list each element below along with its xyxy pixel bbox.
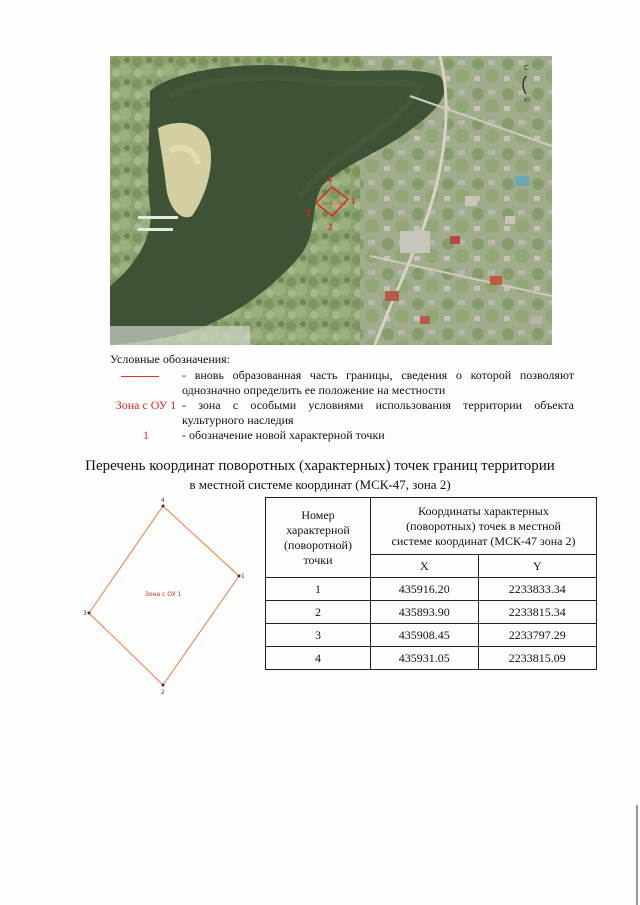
legend-symbol-zone: Зона с ОУ 1 bbox=[115, 398, 177, 412]
cell-x: 435908.45 bbox=[371, 624, 479, 647]
cell-x: 435931.05 bbox=[371, 647, 479, 670]
map-zone-label: Зона с ОУ 1 bbox=[322, 201, 347, 206]
cell-point-number: 2 bbox=[266, 601, 371, 624]
cell-x: 435893.90 bbox=[371, 601, 479, 624]
aerial-map-image bbox=[110, 56, 552, 345]
legend-title: Условные обозначения: bbox=[110, 352, 231, 366]
legend-text-boundary: - вновь образованная часть границы, сведения о которой позволяют однозначно определить ее положение на местности bbox=[182, 368, 574, 397]
map-point-2: 2 bbox=[328, 222, 333, 232]
legend-item-zone bbox=[110, 398, 580, 430]
legend-text-point: - обозначение новой характерной точки bbox=[182, 428, 385, 442]
cell-y: 2233833.34 bbox=[478, 578, 596, 601]
map-point-3: 3 bbox=[306, 208, 311, 218]
scheme-point-3: 3 bbox=[83, 610, 87, 617]
zone-scheme bbox=[74, 494, 254, 704]
cell-y: 2233815.09 bbox=[478, 647, 596, 670]
scan-edge-mark bbox=[636, 805, 638, 905]
header-coordinates: Координаты характерных (поворотных) точек в местной системе координат (МСК-47 зона 2) bbox=[371, 498, 597, 555]
cell-point-number: 3 bbox=[266, 624, 371, 647]
legend-text-zone: - зона с особыми условиями использования территории объекта культурного наследия bbox=[182, 398, 574, 427]
scheme-point-1: 1 bbox=[241, 573, 245, 580]
zone-scheme-drawing bbox=[74, 494, 254, 704]
legend-symbol-point: 1 bbox=[143, 428, 149, 442]
scheme-zone-label: Зона с ОУ 1 bbox=[145, 591, 182, 598]
map-point-1: 1 bbox=[351, 196, 356, 206]
compass-north-letter: С bbox=[524, 64, 529, 72]
cell-x: 435916.20 bbox=[371, 578, 479, 601]
table-header-row bbox=[266, 498, 597, 555]
table-row bbox=[266, 647, 597, 670]
map-point-4: 4 bbox=[327, 174, 332, 184]
legend-item-boundary bbox=[110, 368, 580, 400]
compass-south-letter: Ю bbox=[524, 97, 531, 104]
legend-item-point bbox=[110, 428, 580, 444]
table-row bbox=[266, 578, 597, 601]
scheme-point-2: 2 bbox=[161, 689, 165, 696]
table-row bbox=[266, 624, 597, 647]
aerial-map bbox=[110, 56, 552, 345]
header-x: X bbox=[371, 555, 479, 578]
cell-y: 2233797.29 bbox=[478, 624, 596, 647]
cell-y: 2233815.34 bbox=[478, 601, 596, 624]
boundary-line-symbol bbox=[121, 376, 159, 377]
cell-point-number: 1 bbox=[266, 578, 371, 601]
scheme-point-4: 4 bbox=[161, 497, 165, 504]
coordinates-title: Перечень координат поворотных (характерных) точек границ территории bbox=[85, 458, 555, 474]
table-row bbox=[266, 601, 597, 624]
coordinates-subtitle: в местной системе координат (МСК-47, зона 2) bbox=[189, 477, 451, 492]
cell-point-number: 4 bbox=[266, 647, 371, 670]
header-y: Y bbox=[478, 555, 596, 578]
coordinates-table bbox=[265, 497, 597, 670]
header-point-number: Номер характерной (поворотной) точки bbox=[266, 498, 371, 578]
